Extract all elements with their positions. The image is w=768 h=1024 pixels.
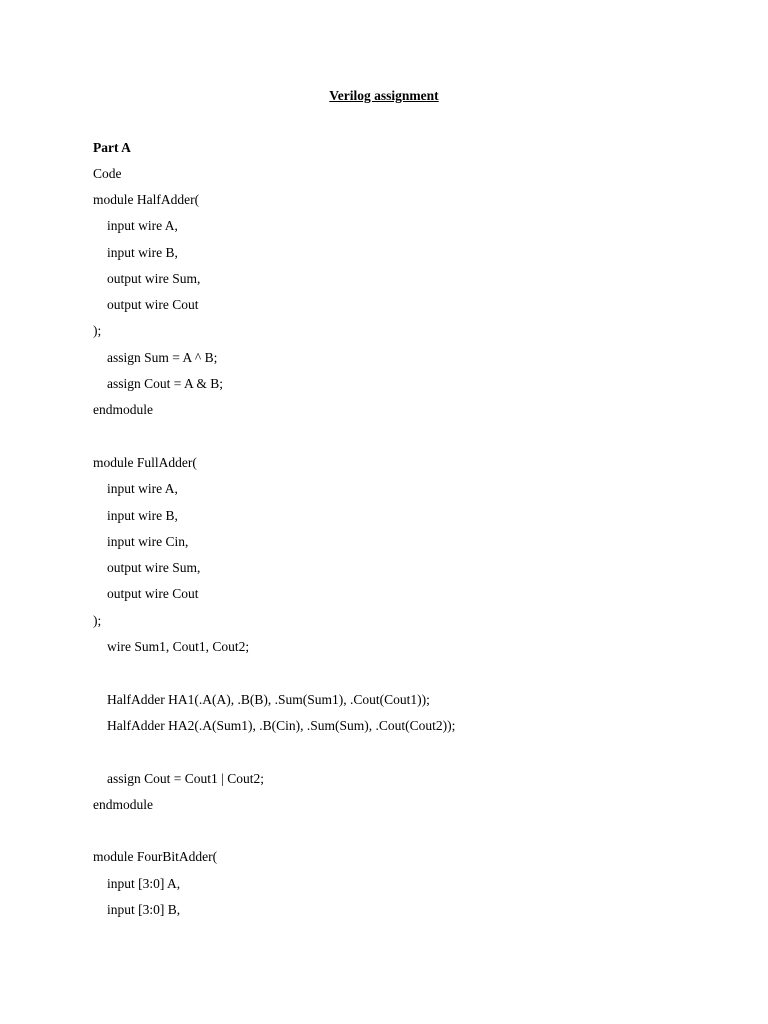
code-line: module HalfAdder( xyxy=(93,192,200,207)
code-line: input [3:0] A, xyxy=(107,875,181,891)
document-title: Verilog assignment xyxy=(329,88,439,103)
code-line: HalfAdder HA1(.A(A), .B(B), .Sum(Sum1), .Cout(Cout1)); xyxy=(107,691,430,707)
code-line xyxy=(93,428,733,454)
code-label: Code xyxy=(93,166,122,181)
code-line xyxy=(93,664,733,690)
code-line: input wire A, xyxy=(107,481,178,497)
code-line: input [3:0] B, xyxy=(107,902,181,918)
code-line: output wire Cout xyxy=(107,586,199,602)
code-line: input wire A, xyxy=(107,218,178,234)
code-line: ); xyxy=(93,323,102,339)
code-line: endmodule xyxy=(93,402,153,418)
code-block xyxy=(93,191,733,927)
code-line: output wire Sum, xyxy=(107,560,201,576)
code-line: module FourBitAdder( xyxy=(93,849,218,865)
code-line: HalfAdder HA2(.A(Sum1), .B(Cin), .Sum(Sum), .Cout(Cout2)); xyxy=(107,717,456,733)
code-line: wire Sum1, Cout1, Cout2; xyxy=(107,639,250,655)
code-line: input wire B, xyxy=(107,507,178,523)
code-line xyxy=(93,822,733,848)
code-line: input wire Cin, xyxy=(107,533,189,549)
code-line: endmodule xyxy=(93,796,153,812)
section-heading: Part A xyxy=(93,140,131,155)
code-line: assign Cout = Cout1 | Cout2; xyxy=(107,770,264,786)
code-line: assign Cout = A & B; xyxy=(107,376,224,392)
code-line: module FullAdder( xyxy=(93,454,197,470)
code-line: output wire Cout xyxy=(107,297,199,313)
code-line xyxy=(93,743,733,769)
code-line: assign Sum = A ^ B; xyxy=(107,349,218,365)
code-line: output wire Sum, xyxy=(107,270,201,286)
code-line: ); xyxy=(93,612,102,628)
code-line: input wire B, xyxy=(107,244,178,260)
